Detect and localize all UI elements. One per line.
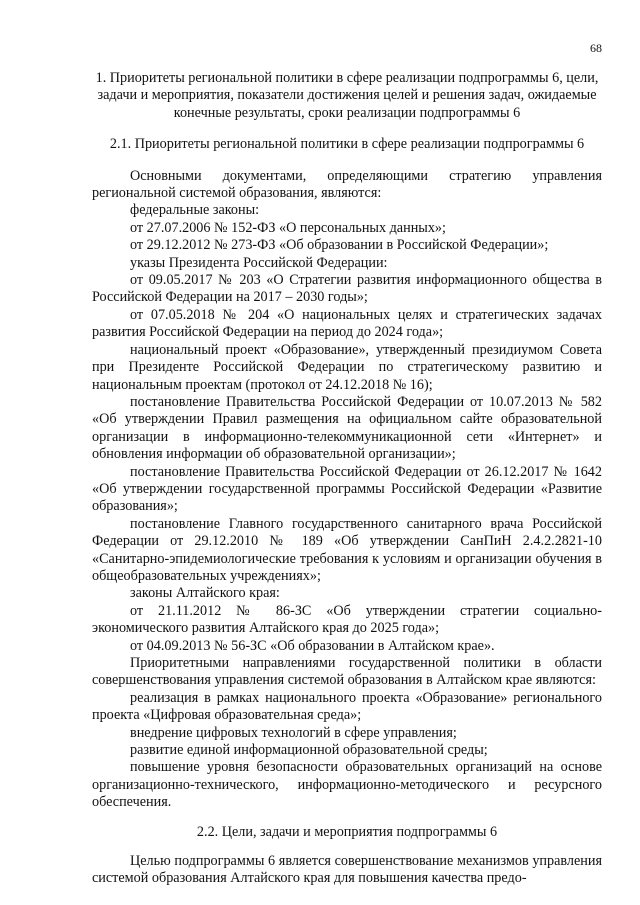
section-2-1-title: 2.1. Приоритеты региональной политики в сфере реализации подпрограммы 6 — [109, 136, 585, 153]
list-item: указы Президента Российской Федерации: — [130, 254, 388, 271]
priorities-intro: Приоритетными направлениями государственной политики в области совершенствования управления системой образования в Алтайском крае являются: — [92, 655, 602, 689]
list-item: внедрение цифровых технологий в сфере управления; — [130, 724, 457, 741]
list-item: законы Алтайского края: — [130, 585, 280, 602]
list-item: постановление Правительства Российской Федерации от 26.12.2017 № 1642 «Об утверждении государственной программы Российской Федерации «Развитие образования»; — [92, 463, 602, 515]
priorities-list — [92, 690, 602, 812]
section-heading: 1. Приоритеты региональной политики в сфере реализации подпрограммы 6, цели, задачи и мероприятия, показатели достижения целей и решения задач, ожидаемые конечные результаты, сроки реализации подпрограммы 6 — [95, 70, 599, 121]
list-item: национальный проект «Образование», утвержденный президиумом Совета при Президенте Российской Федерации по стратегическому развитию и национальным проектам (протокол от 24.12.2018 № 16); — [92, 341, 602, 393]
list-item: от 09.05.2017 № 203 «О Стратегии развития информационного общества в Российской Федерации на 2017 – 2030 годы»; — [92, 272, 602, 306]
list-item: от 27.07.2006 № 152-ФЗ «О персональных данных»; — [130, 219, 446, 236]
list-item: постановление Правительства Российской Федерации от 10.07.2013 № 582 «Об утверждении Правил размещения на официальном сайте образовательной организации в информационно-телекоммуникационной сети «Интернет» и обновления информации об образовательной организации»; — [92, 393, 602, 463]
list-item: федеральные законы: — [130, 202, 260, 219]
list-item: от 04.09.2013 № 56-ЗС «Об образовании в Алтайском крае». — [130, 637, 495, 654]
list-item: развитие единой информационной образовательной среды; — [130, 742, 488, 759]
section-2-2-title: 2.2. Цели, задачи и мероприятия подпрограммы 6 — [196, 823, 498, 840]
documents-list — [92, 202, 602, 655]
list-item: реализация в рамках национального проекта «Образование» регионального проекта «Цифровая образовательная среда»; — [92, 689, 602, 724]
list-item: постановление Главного государственного санитарного врача Российской Федерации от 29.12.2010 № 189 «Об утверждении СанПиН 2.4.2.2821-10 «Санитарно-эпидемиологические требования к условиям и организации обучения в общеобразовательных учреждениях»; — [92, 515, 602, 584]
list-item: повышение уровня безопасности образовательных организаций на основе организационно-технического, информационно-методического и ресурсного обеспечения. — [92, 759, 602, 811]
intro-paragraph: Основными документами, определяющими стратегию управления региональной системой образования, являются: — [92, 167, 602, 202]
goal-paragraph: Целью подпрограммы 6 является совершенствование механизмов управления системой образования Алтайского края для повышения качества предо- — [92, 853, 602, 887]
list-item: от 29.12.2012 № 273-ФЗ «Об образовании в Российской Федерации»; — [130, 237, 549, 254]
list-item: от 21.11.2012 № 86-ЗС «Об утверждении стратегии социально-экономического развития Алтайского края до 2025 года»; — [92, 602, 602, 637]
list-item: от 07.05.2018 № 204 «О национальных целях и стратегических задачах развития Российской Федерации на период до 2024 года»; — [92, 306, 602, 341]
page-number: 68 — [590, 41, 602, 55]
